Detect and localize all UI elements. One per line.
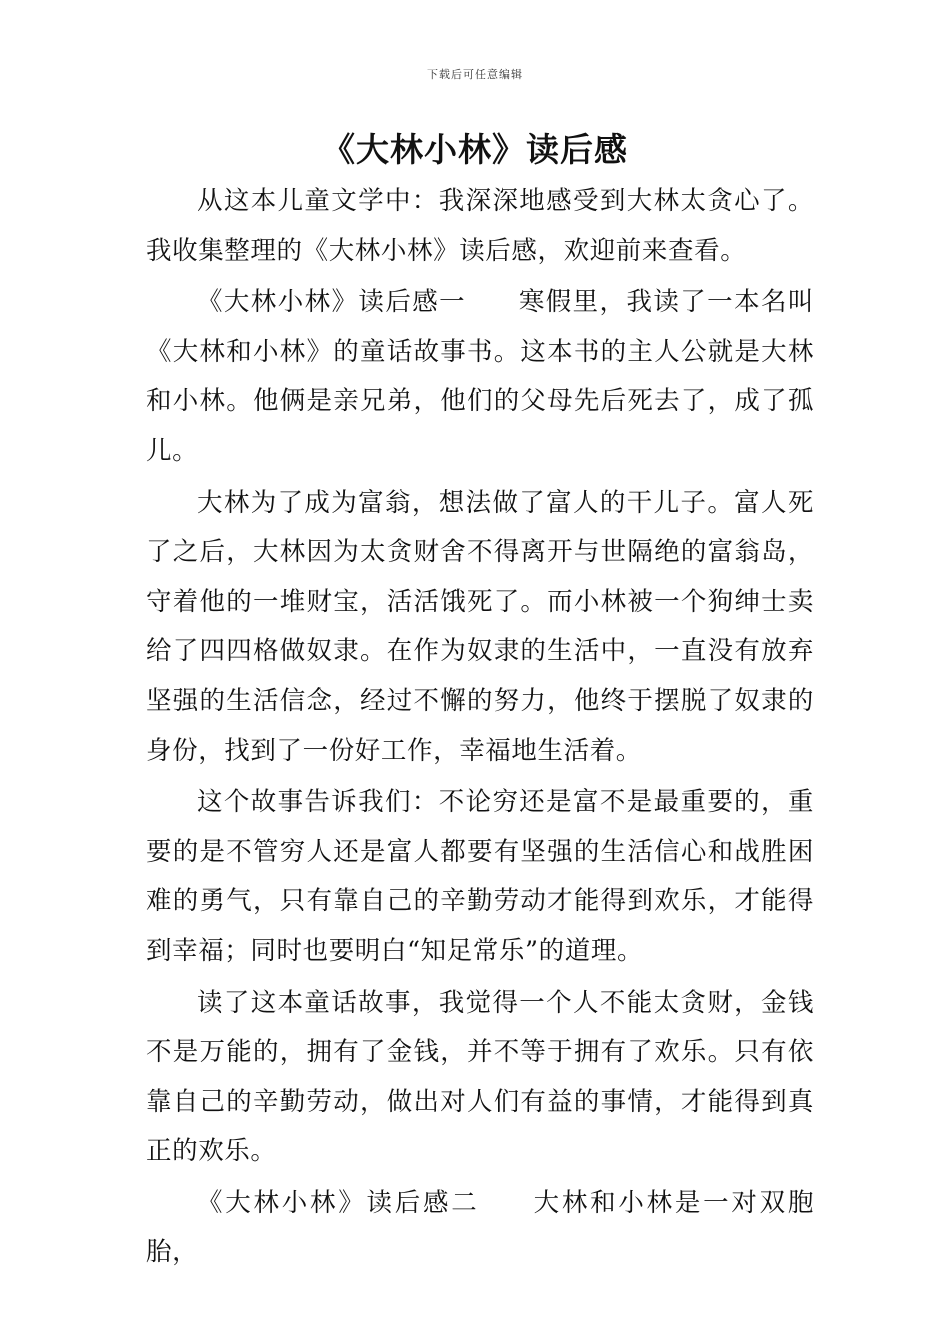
essay-two-heading: 《大林小林》读后感二 xyxy=(197,1187,480,1218)
essay-two-paragraph-1: 大林和小林是一对双胞胎， xyxy=(146,1187,814,1268)
essay-one-paragraph-2: 大林为了成为富翁，想法做了富人的干儿子。富人死了之后，大林因为太贪财舍不得离开与世隔绝的富翁岛，守着他的一堆财宝，活活饿死了。而小林被一个狗绅士卖给了四四格做奴隶。在作为奴隶的生活中，一直没有放弃坚强的生活信念，经过不懈的努力，他终于摆脱了奴隶的身份，找到了一份好工作，幸福地生活着。 xyxy=(146,487,814,766)
header-note: 下载后可任意编辑 xyxy=(427,68,523,81)
essay-one-paragraph-3: 这个故事告诉我们：不论穷还是富不是最重要的，重要的是不管穷人还是富人都要有坚强的生活信心和战胜困难的勇气，只有靠自己的辛勤劳动才能得到欢乐，才能得到幸福；同时也要明白“知足常乐”的道理。 xyxy=(146,787,814,966)
page-title: 《大林小林》读后感 xyxy=(322,130,628,169)
essay-one-heading: 《大林小林》读后感一 xyxy=(197,287,467,318)
intro-paragraph: 从这本儿童文学中：我深深地感受到大林太贪心了。我收集整理的《大林小林》读后感，欢迎前来查看。 xyxy=(146,186,814,266)
document-body xyxy=(146,177,814,1280)
essay-one-paragraph-4: 读了这本童话故事，我觉得一个人不能太贪财，金钱不是万能的，拥有了金钱，并不等于拥有了欢乐。只有依靠自己的辛勤劳动，做出对人们有益的事情，才能得到真正的欢乐。 xyxy=(146,987,814,1167)
essay-one-paragraph-1: 寒假里，我读了一本名叫《大林和小林》的童话故事书。这本书的主人公就是大林和小林。他俩是亲兄弟，他们的父母先后死去了，成了孤儿。 xyxy=(146,287,814,466)
essay-two-opening-paragraph xyxy=(146,1179,814,1278)
essay-one-opening-paragraph xyxy=(146,278,814,476)
